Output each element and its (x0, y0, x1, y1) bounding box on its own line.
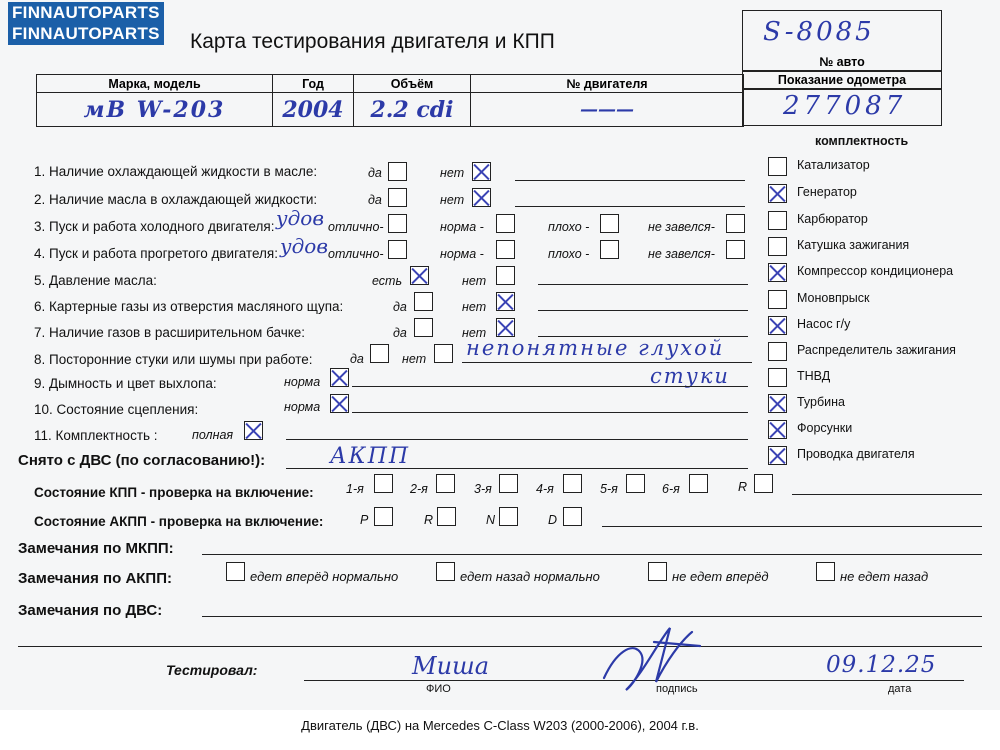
q7-no-label: нет (462, 326, 487, 340)
auto-number: S-8085 (763, 17, 875, 47)
q3-excellent-label: отлично- (328, 220, 384, 234)
q4-nostart-checkbox[interactable] (726, 240, 745, 259)
engine-number-value: ——— (580, 99, 634, 120)
q1-no-label: нет (440, 166, 465, 180)
kpp-gear-1-checkbox[interactable] (374, 474, 393, 493)
kit-checkbox-catalyst[interactable] (768, 157, 787, 176)
q9-normal-checkbox[interactable] (330, 368, 349, 387)
q5-note-line (538, 284, 748, 285)
q6-note-line (538, 310, 748, 311)
akpp-no-forward-label: не едет вперёд (672, 569, 769, 584)
q4-normal-label: норма - (440, 247, 484, 261)
kit-checkbox-ac-compressor[interactable] (768, 263, 787, 282)
year-value: 2004 (282, 96, 344, 123)
q5-no-checkbox[interactable] (496, 266, 515, 285)
kit-label-ignition-coil: Катушка зажигания (797, 238, 910, 252)
tested-by-label: Тестировал: (166, 662, 258, 678)
kpp-gear-6-label: 6-я (662, 482, 680, 496)
q1-note-line (515, 180, 745, 181)
test-date-handwritten: 09.12.25 (826, 652, 937, 678)
kpp-gear-4-label: 4-я (536, 482, 554, 496)
q1-no-checkbox[interactable] (472, 162, 491, 181)
kit-label-fuel-pump: ТНВД (797, 369, 831, 383)
q6-no-checkbox[interactable] (496, 292, 515, 311)
q11-label: 11. Комплектность : (34, 428, 158, 443)
q3-excellent-checkbox[interactable] (388, 214, 407, 233)
kit-label-turbo: Турбина (797, 395, 845, 409)
kit-label-ac-compressor: Компрессор кондиционера (797, 264, 954, 278)
odometer-box (742, 88, 942, 126)
q8-handwritten-line2: стуки (650, 364, 730, 388)
q3-bad-checkbox[interactable] (600, 214, 619, 233)
q3-bad-label: плохо - (548, 220, 590, 234)
q2-yes-checkbox[interactable] (388, 188, 407, 207)
q4-handwritten: удов (280, 234, 328, 258)
kit-label-carburetor: Карбюратор (797, 212, 868, 226)
q10-normal-checkbox[interactable] (330, 394, 349, 413)
kpp-gear-r-checkbox[interactable] (754, 474, 773, 493)
q10-normal-label: норма (284, 400, 321, 414)
watermark-2: FINNAUTOPARTS (8, 23, 164, 45)
akpp-p-checkbox[interactable] (374, 507, 393, 526)
make-model-value: мВ W-203 (83, 96, 226, 123)
q2-note-line (515, 206, 745, 207)
kit-label-generator: Генератор (797, 185, 857, 199)
remarks-dvs-line-1 (202, 616, 982, 617)
signature-caption: подпись (656, 683, 698, 695)
akpp-forward-ok-checkbox[interactable] (226, 562, 245, 581)
kpp-gear-3-label: 3-я (474, 482, 492, 496)
kit-label-distributor: Распределитель зажигания (797, 343, 956, 357)
q5-present-checkbox[interactable] (410, 266, 429, 285)
q11-note-line (286, 439, 748, 440)
akpp-d-checkbox[interactable] (563, 507, 582, 526)
remarks-mkpp-label: Замечания по МКПП: (18, 540, 174, 557)
kit-checkbox-mono-injection[interactable] (768, 290, 787, 309)
akpp-backward-ok-label: едет назад нормально (460, 569, 600, 584)
kit-label-ps-pump: Насос г/у (797, 317, 851, 331)
akpp-n-label: N (486, 513, 496, 527)
fio-caption: ФИО (426, 683, 451, 695)
q7-label: 7. Наличие газов в расширительном бачке: (34, 325, 306, 340)
q8-yes-checkbox[interactable] (370, 344, 389, 363)
kit-checkbox-carburetor[interactable] (768, 211, 787, 230)
col-engine-number: № двигателя (471, 75, 744, 93)
q1-yes-checkbox[interactable] (388, 162, 407, 181)
q3-label: 3. Пуск и работа холодного двигателя: (34, 219, 275, 234)
q4-bad-checkbox[interactable] (600, 240, 619, 259)
akpp-label: Состояние АКПП - проверка на включение: (34, 514, 324, 529)
kpp-gear-1-label: 1-я (346, 482, 364, 496)
kit-checkbox-injectors[interactable] (768, 420, 787, 439)
q8-label: 8. Посторонние стуки или шумы при работе: (34, 352, 313, 367)
q4-nostart-label: не завелся- (648, 247, 715, 261)
kit-checkbox-distributor[interactable] (768, 342, 787, 361)
kit-checkbox-ignition-coil[interactable] (768, 237, 787, 256)
watermark-1: FINNAUTOPARTS (8, 2, 164, 24)
kpp-gear-2-checkbox[interactable] (436, 474, 455, 493)
akpp-no-forward-checkbox[interactable] (648, 562, 667, 581)
col-make-model: Марка, модель (37, 75, 273, 93)
q5-label: 5. Давление масла: (34, 273, 157, 288)
odometer-value: 277087 (783, 91, 907, 121)
q7-yes-label: да (393, 326, 407, 340)
q6-yes-checkbox[interactable] (414, 292, 433, 311)
q10-note-line (352, 412, 748, 413)
q3-nostart-checkbox[interactable] (726, 214, 745, 233)
remarks-dvs-line-2 (18, 646, 982, 647)
q11-full-label: полная (192, 428, 234, 442)
q9-note-line (352, 386, 748, 387)
q7-yes-checkbox[interactable] (414, 318, 433, 337)
col-year: Год (273, 75, 354, 93)
q11-full-checkbox[interactable] (244, 421, 263, 440)
q2-label: 2. Наличие масла в охлаждающей жидкости: (34, 192, 318, 207)
q9-label: 9. Дымность и цвет выхлопа: (34, 376, 217, 391)
akpp-p-label: P (360, 513, 369, 527)
akpp-no-backward-checkbox[interactable] (816, 562, 835, 581)
kit-checkbox-fuel-pump[interactable] (768, 368, 787, 387)
q10-label: 10. Состояние сцепления: (34, 402, 199, 417)
akpp-r-label: R (424, 513, 434, 527)
q7-no-checkbox[interactable] (496, 318, 515, 337)
q4-excellent-checkbox[interactable] (388, 240, 407, 259)
kpp-gear-6-checkbox[interactable] (689, 474, 708, 493)
akpp-note-line (602, 526, 982, 527)
q1-label: 1. Наличие охлаждающей жидкости в масле: (34, 164, 318, 179)
q2-no-label: нет (440, 193, 465, 207)
kit-checkbox-turbo[interactable] (768, 394, 787, 413)
kit-label-injectors: Форсунки (797, 421, 853, 435)
q3-handwritten: удов (276, 206, 324, 230)
kpp-gear-3-checkbox[interactable] (499, 474, 518, 493)
kpp-gear-2-label: 2-я (410, 482, 428, 496)
photo-caption: Двигатель (ДВС) на Mercedes C-Class W203 (2000-2006), 2004 г.в. (301, 718, 699, 733)
akpp-n-checkbox[interactable] (499, 507, 518, 526)
q3-normal-label: норма - (440, 220, 484, 234)
removed-label: Снято с ДВС (по согласованию!): (18, 452, 266, 469)
signature-scribble (596, 612, 706, 698)
q4-excellent-label: отлично- (328, 247, 384, 261)
q6-yes-label: да (393, 300, 407, 314)
q6-no-label: нет (462, 300, 487, 314)
q8-handwritten-line1: непонятные глухой (466, 336, 725, 360)
kpp-gear-4-checkbox[interactable] (563, 474, 582, 493)
akpp-forward-ok-label: едет вперёд нормально (250, 569, 399, 584)
col-volume: Объём (354, 75, 471, 93)
kit-label-mono-injection: Моновпрыск (797, 291, 870, 305)
q8-yes-label: да (350, 352, 364, 366)
q9-normal-label: норма (284, 375, 321, 389)
id-box (742, 10, 942, 72)
odometer-label: Показание одометра (742, 70, 942, 90)
q8-no-label: нет (402, 352, 427, 366)
q3-normal-checkbox[interactable] (496, 214, 515, 233)
remarks-mkpp-line (202, 554, 982, 555)
q5-present-label: есть (372, 274, 403, 288)
q4-label: 4. Пуск и работа прогретого двигателя: (34, 246, 278, 261)
kit-checkbox-generator[interactable] (768, 184, 787, 203)
kpp-gear-r-label: R (738, 480, 748, 494)
q1-yes-label: да (368, 166, 382, 180)
kpp-gear-5-label: 5-я (600, 482, 618, 496)
page-title: Карта тестирования двигателя и КПП (190, 30, 555, 53)
header-table (36, 74, 744, 127)
q8-no-checkbox[interactable] (434, 344, 453, 363)
akpp-r-checkbox[interactable] (437, 507, 456, 526)
q6-label: 6. Картерные газы из отверстия масляного щупа: (34, 299, 344, 314)
kpp-note-line (792, 494, 982, 495)
date-caption: дата (888, 683, 912, 695)
kpp-gear-5-checkbox[interactable] (626, 474, 645, 493)
auto-number-label: № авто (819, 55, 865, 69)
tester-name-handwritten: Миша (412, 652, 490, 680)
kit-title: комплектность (815, 134, 909, 148)
kit-checkbox-ps-pump[interactable] (768, 316, 787, 335)
kit-checkbox-wiring[interactable] (768, 446, 787, 465)
q4-normal-checkbox[interactable] (496, 240, 515, 259)
q3-nostart-label: не завелся- (648, 220, 715, 234)
kit-label-catalyst: Катализатор (797, 158, 870, 172)
akpp-d-label: D (548, 513, 558, 527)
q8-note-line (462, 362, 752, 363)
kit-label-wiring: Проводка двигателя (797, 447, 915, 461)
remarks-dvs-label: Замечания по ДВС: (18, 602, 163, 619)
q5-no-label: нет (462, 274, 487, 288)
volume-value: 2.2 cdi (370, 96, 454, 123)
q2-yes-label: да (368, 193, 382, 207)
akpp-backward-ok-checkbox[interactable] (436, 562, 455, 581)
q4-bad-label: плохо - (548, 247, 590, 261)
kpp-label: Состояние КПП - проверка на включение: (34, 485, 314, 500)
akpp-no-backward-label: не едет назад (840, 569, 929, 584)
remarks-akpp-label: Замечания по АКПП: (18, 570, 172, 587)
q2-no-checkbox[interactable] (472, 188, 491, 207)
removed-line (286, 468, 748, 469)
removed-handwritten: АКПП (330, 444, 411, 469)
